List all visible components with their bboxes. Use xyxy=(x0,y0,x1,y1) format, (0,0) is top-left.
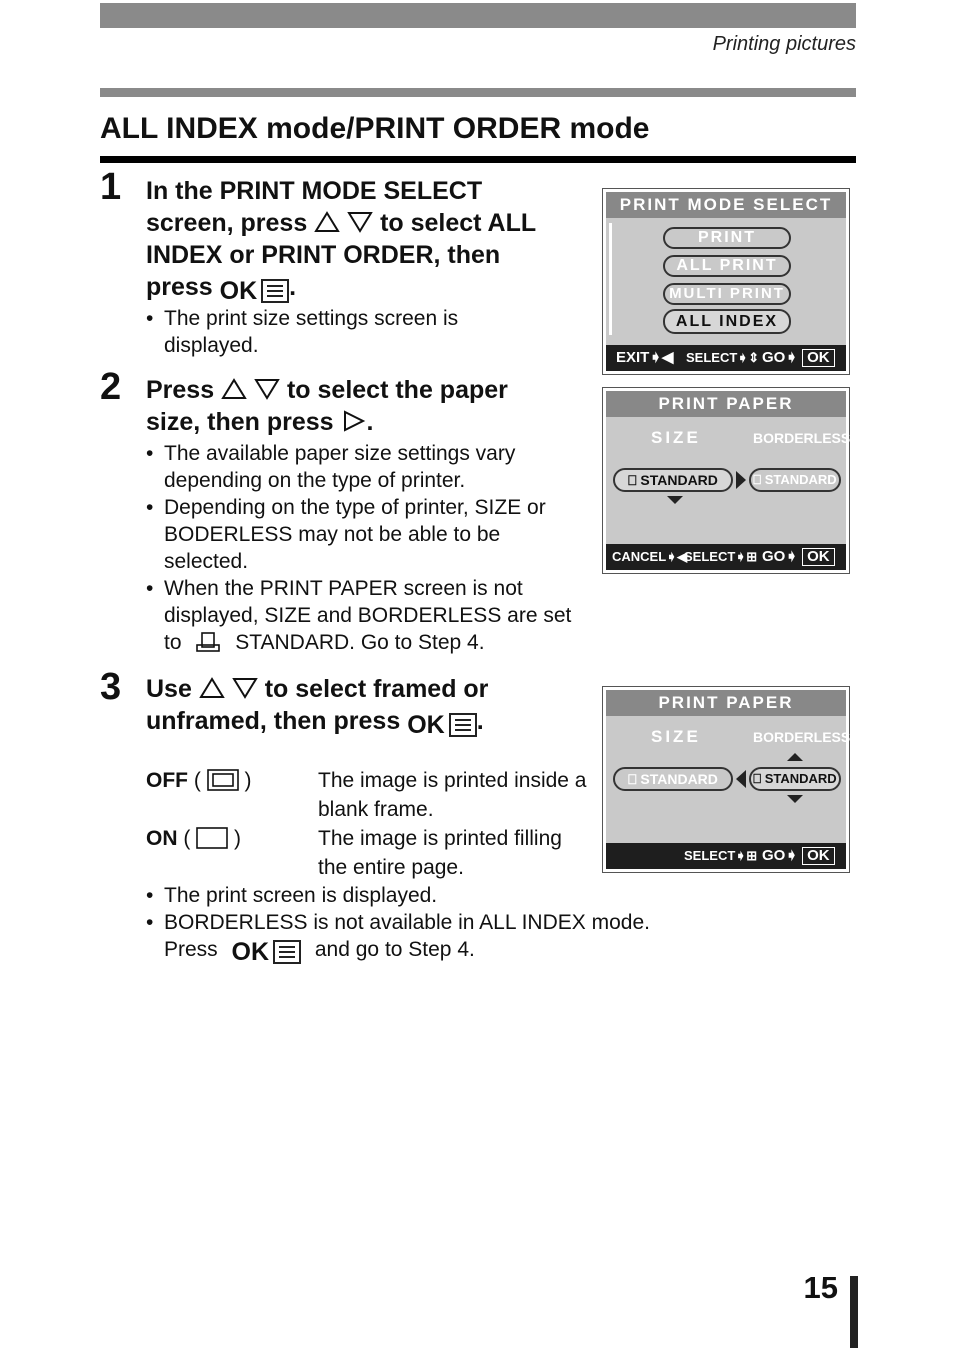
step-3-line-1a: Use xyxy=(146,675,192,703)
step-2-line-1b: to select the paper xyxy=(286,376,508,404)
borderless-option-standard: ⎕ STANDARD xyxy=(749,468,841,492)
up-arrow-icon xyxy=(314,211,340,233)
borderless-option-standard: ⎕ STANDARD xyxy=(749,767,841,791)
right-arrow-icon xyxy=(341,410,367,432)
screen-title: PRINT PAPER xyxy=(606,690,846,716)
screen-footer xyxy=(606,843,846,869)
print-paper-screen-borderless xyxy=(602,686,850,873)
step-1-bullets xyxy=(146,305,486,359)
step-3-line-2 xyxy=(146,705,586,741)
step-3-heading xyxy=(146,673,586,741)
size-label: SIZE xyxy=(651,428,701,447)
bullet-text-line2 xyxy=(164,936,726,967)
down-arrow-icon xyxy=(347,211,373,233)
screen-footer xyxy=(606,345,846,371)
option-desc: The image is printed filling the entire page. xyxy=(318,827,562,879)
step-2-line-1 xyxy=(146,374,586,406)
bullet-text: and go to Step 4. xyxy=(314,938,475,961)
footer-go: GO➧ OK xyxy=(762,544,835,570)
footer-exit: EXIT➧◀ xyxy=(616,349,674,366)
print-mode-select-screen xyxy=(602,188,850,375)
list-item: • The print screen is displayed. xyxy=(146,882,726,909)
scrollbar xyxy=(609,223,612,335)
section-title: ALL INDEX mode/PRINT ORDER mode xyxy=(100,112,650,145)
menu-item-all-index: ALL INDEX xyxy=(663,309,791,334)
list-item: • The available paper size settings vary depending on the type of printer. xyxy=(146,440,586,494)
step-1-line-1: In the PRINT MODE SELECT xyxy=(146,177,483,205)
step-3-line-2b: . xyxy=(476,707,484,735)
table-row xyxy=(146,766,588,824)
screen-title: PRINT MODE SELECT xyxy=(606,192,846,218)
step-2-line-1a: Press xyxy=(146,376,215,404)
unframed-icon xyxy=(196,827,228,849)
list-item xyxy=(146,575,586,656)
step-3-line-1b: to select framed or xyxy=(264,675,489,703)
step-1-line-3: INDEX or PRINT ORDER, then xyxy=(146,241,501,269)
step-2-bullets xyxy=(146,440,586,656)
footer-go: GO➧ OK xyxy=(762,843,835,869)
option-label: OFF ( ) xyxy=(146,769,252,792)
down-arrow-icon xyxy=(667,496,683,504)
footer-select: SELECT➧⊞ xyxy=(684,848,758,863)
section-rule-top xyxy=(100,88,856,97)
step-1-heading xyxy=(146,175,586,307)
header-bar xyxy=(100,3,856,28)
step-3-line-2a: unframed, then press xyxy=(146,707,401,735)
ok-menu-icon: OK xyxy=(232,939,302,967)
footer-select: SELECT➧⊞ xyxy=(684,549,758,564)
menu-item-multi-print: MULTI PRINT xyxy=(663,283,791,305)
down-arrow-icon xyxy=(787,795,803,803)
page-number: 15 xyxy=(803,1270,838,1305)
ok-menu-icon: OK xyxy=(220,275,290,307)
step-1-line-2a: screen, press xyxy=(146,209,308,237)
step-2-line-2 xyxy=(146,406,586,438)
running-title: Printing pictures xyxy=(712,33,856,55)
screen-footer xyxy=(606,544,846,570)
bullet-text: Press xyxy=(164,938,218,961)
step-3-number: 3 xyxy=(100,666,122,708)
borderless-label: BORDERLESS xyxy=(753,729,851,745)
down-arrow-icon xyxy=(232,677,258,699)
right-arrow-icon xyxy=(736,471,746,489)
up-arrow-icon xyxy=(787,753,803,761)
size-label: SIZE xyxy=(651,727,701,746)
step-1-line-2b: to select ALL xyxy=(380,209,537,237)
borderless-label: BORDERLESS xyxy=(753,430,851,446)
size-option-standard: ⎕ STANDARD xyxy=(613,468,733,492)
bullet-text: STANDARD. Go to Step 4. xyxy=(235,631,485,654)
ok-menu-icon: OK xyxy=(407,709,477,741)
standard-paper-icon xyxy=(195,631,221,653)
step-1-line-2 xyxy=(146,207,586,239)
down-arrow-icon xyxy=(254,378,280,400)
step-2-heading xyxy=(146,374,586,438)
section-rule-bottom xyxy=(100,156,856,163)
step-3-line-1 xyxy=(146,673,586,705)
print-paper-screen-size xyxy=(602,387,850,574)
footer-go: GO➧ OK xyxy=(762,345,835,371)
step-1-number: 1 xyxy=(100,166,122,208)
menu-item-print: PRINT xyxy=(663,227,791,249)
menu-item-all-print: ALL PRINT xyxy=(663,255,791,277)
screen-title: PRINT PAPER xyxy=(606,391,846,417)
step-1-line-4 xyxy=(146,271,586,307)
step-2-number: 2 xyxy=(100,366,122,408)
framed-icon xyxy=(207,769,239,791)
option-desc: The image is printed inside a blank frame. xyxy=(318,769,587,821)
step-1-line-4b: . xyxy=(289,273,297,301)
left-arrow-icon xyxy=(736,770,746,788)
bullet-text: When the PRINT PAPER screen is not displayed, SIZE and BORDERLESS are set to xyxy=(164,577,572,654)
up-arrow-icon xyxy=(221,378,247,400)
step-2-line-2a: size, then press xyxy=(146,408,334,436)
step-3-bullets xyxy=(146,882,726,967)
up-arrow-icon xyxy=(199,677,225,699)
footer-select: SELECT➧⇕ xyxy=(686,350,760,365)
step-2-line-2b: . xyxy=(366,408,374,436)
option-label: ON ( ) xyxy=(146,827,241,850)
bullet-text: • BORDERLESS is not available in ALL INDEX mode. xyxy=(164,911,650,934)
list-item: • The print size settings screen is displayed. xyxy=(146,305,486,359)
page-edge-bar xyxy=(850,1276,858,1348)
footer-cancel: CANCEL➧◀ xyxy=(612,549,688,564)
step-1-line-4a: press xyxy=(146,273,213,301)
size-option-standard: ⎕ STANDARD xyxy=(613,767,733,791)
frame-options-table xyxy=(146,766,588,882)
list-item xyxy=(146,909,726,967)
list-item: • Depending on the type of printer, SIZE or BODERLESS may not be able to be selected. xyxy=(146,494,586,575)
table-row xyxy=(146,824,588,882)
